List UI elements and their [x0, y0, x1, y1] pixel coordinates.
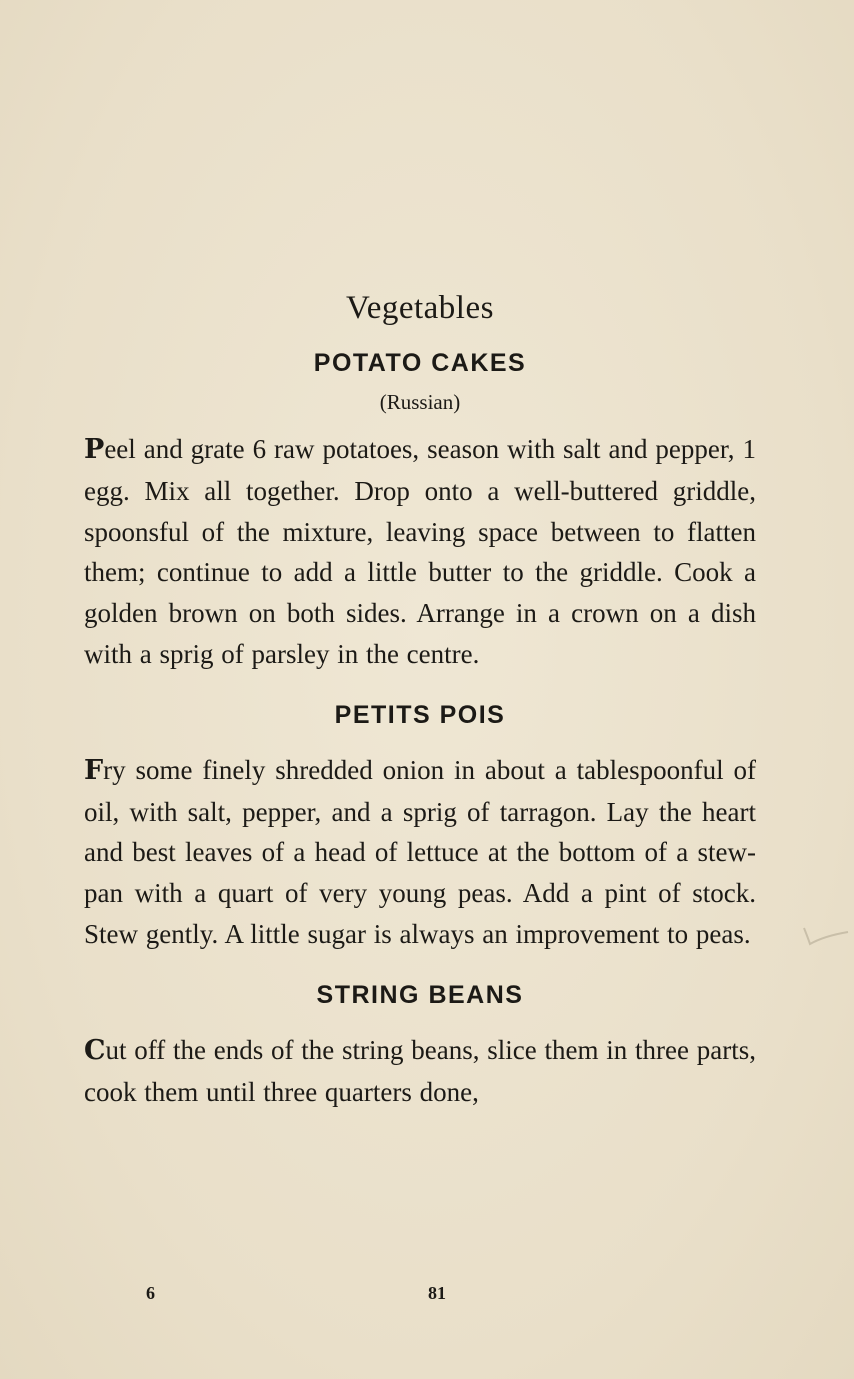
recipe-body-string-beans [84, 1030, 756, 1113]
section-title: Vegetables [346, 290, 494, 326]
signature-mark: 6 [146, 1283, 155, 1303]
pencil-mark-icon [800, 924, 850, 948]
recipe-text: eel and grate 6 raw potatoes, season with salt and pepper, 1 egg. Mix all together. Drop onto a well-buttered griddle, spoonsful of the mixture, leaving space between to flatten them; continue to add a little butter to the griddle. Cook a golden brown on both sides. Arrange in a crown on a dish with a sprig of parsley in the centre. [84, 434, 756, 669]
drop-cap: P [84, 434, 105, 465]
page-number: 81 [428, 1283, 446, 1303]
recipe-title-potato-cakes: POTATO CAKES [313, 349, 527, 377]
page-content [84, 290, 756, 1112]
recipe-title-string-beans: STRING BEANS [316, 980, 524, 1009]
recipe-note-russian: (Russian) [379, 390, 461, 414]
drop-cap: F [84, 754, 104, 786]
recipe-text: ry some finely shredded onion in about a tablespoonful of oil, with salt, pepper, and a sprig of tarragon. Lay the heart and best leaves of a head of lettuce at the bottom of a stew-pan with a quart of very young peas. Add a pint of stock. Stew gently. A little sugar is always an improvement to peas. [84, 754, 756, 949]
recipe-text: ut off the ends of the string beans, slice them in three parts, cook them until three quarters done, [84, 1034, 756, 1107]
recipe-title-petits-pois: PETITS POIS [334, 700, 506, 729]
drop-cap: C [84, 1034, 106, 1066]
recipe-body-potato-cakes [84, 429, 756, 675]
recipe-body-petits-pois [84, 750, 756, 955]
page-footer [0, 1283, 854, 1307]
